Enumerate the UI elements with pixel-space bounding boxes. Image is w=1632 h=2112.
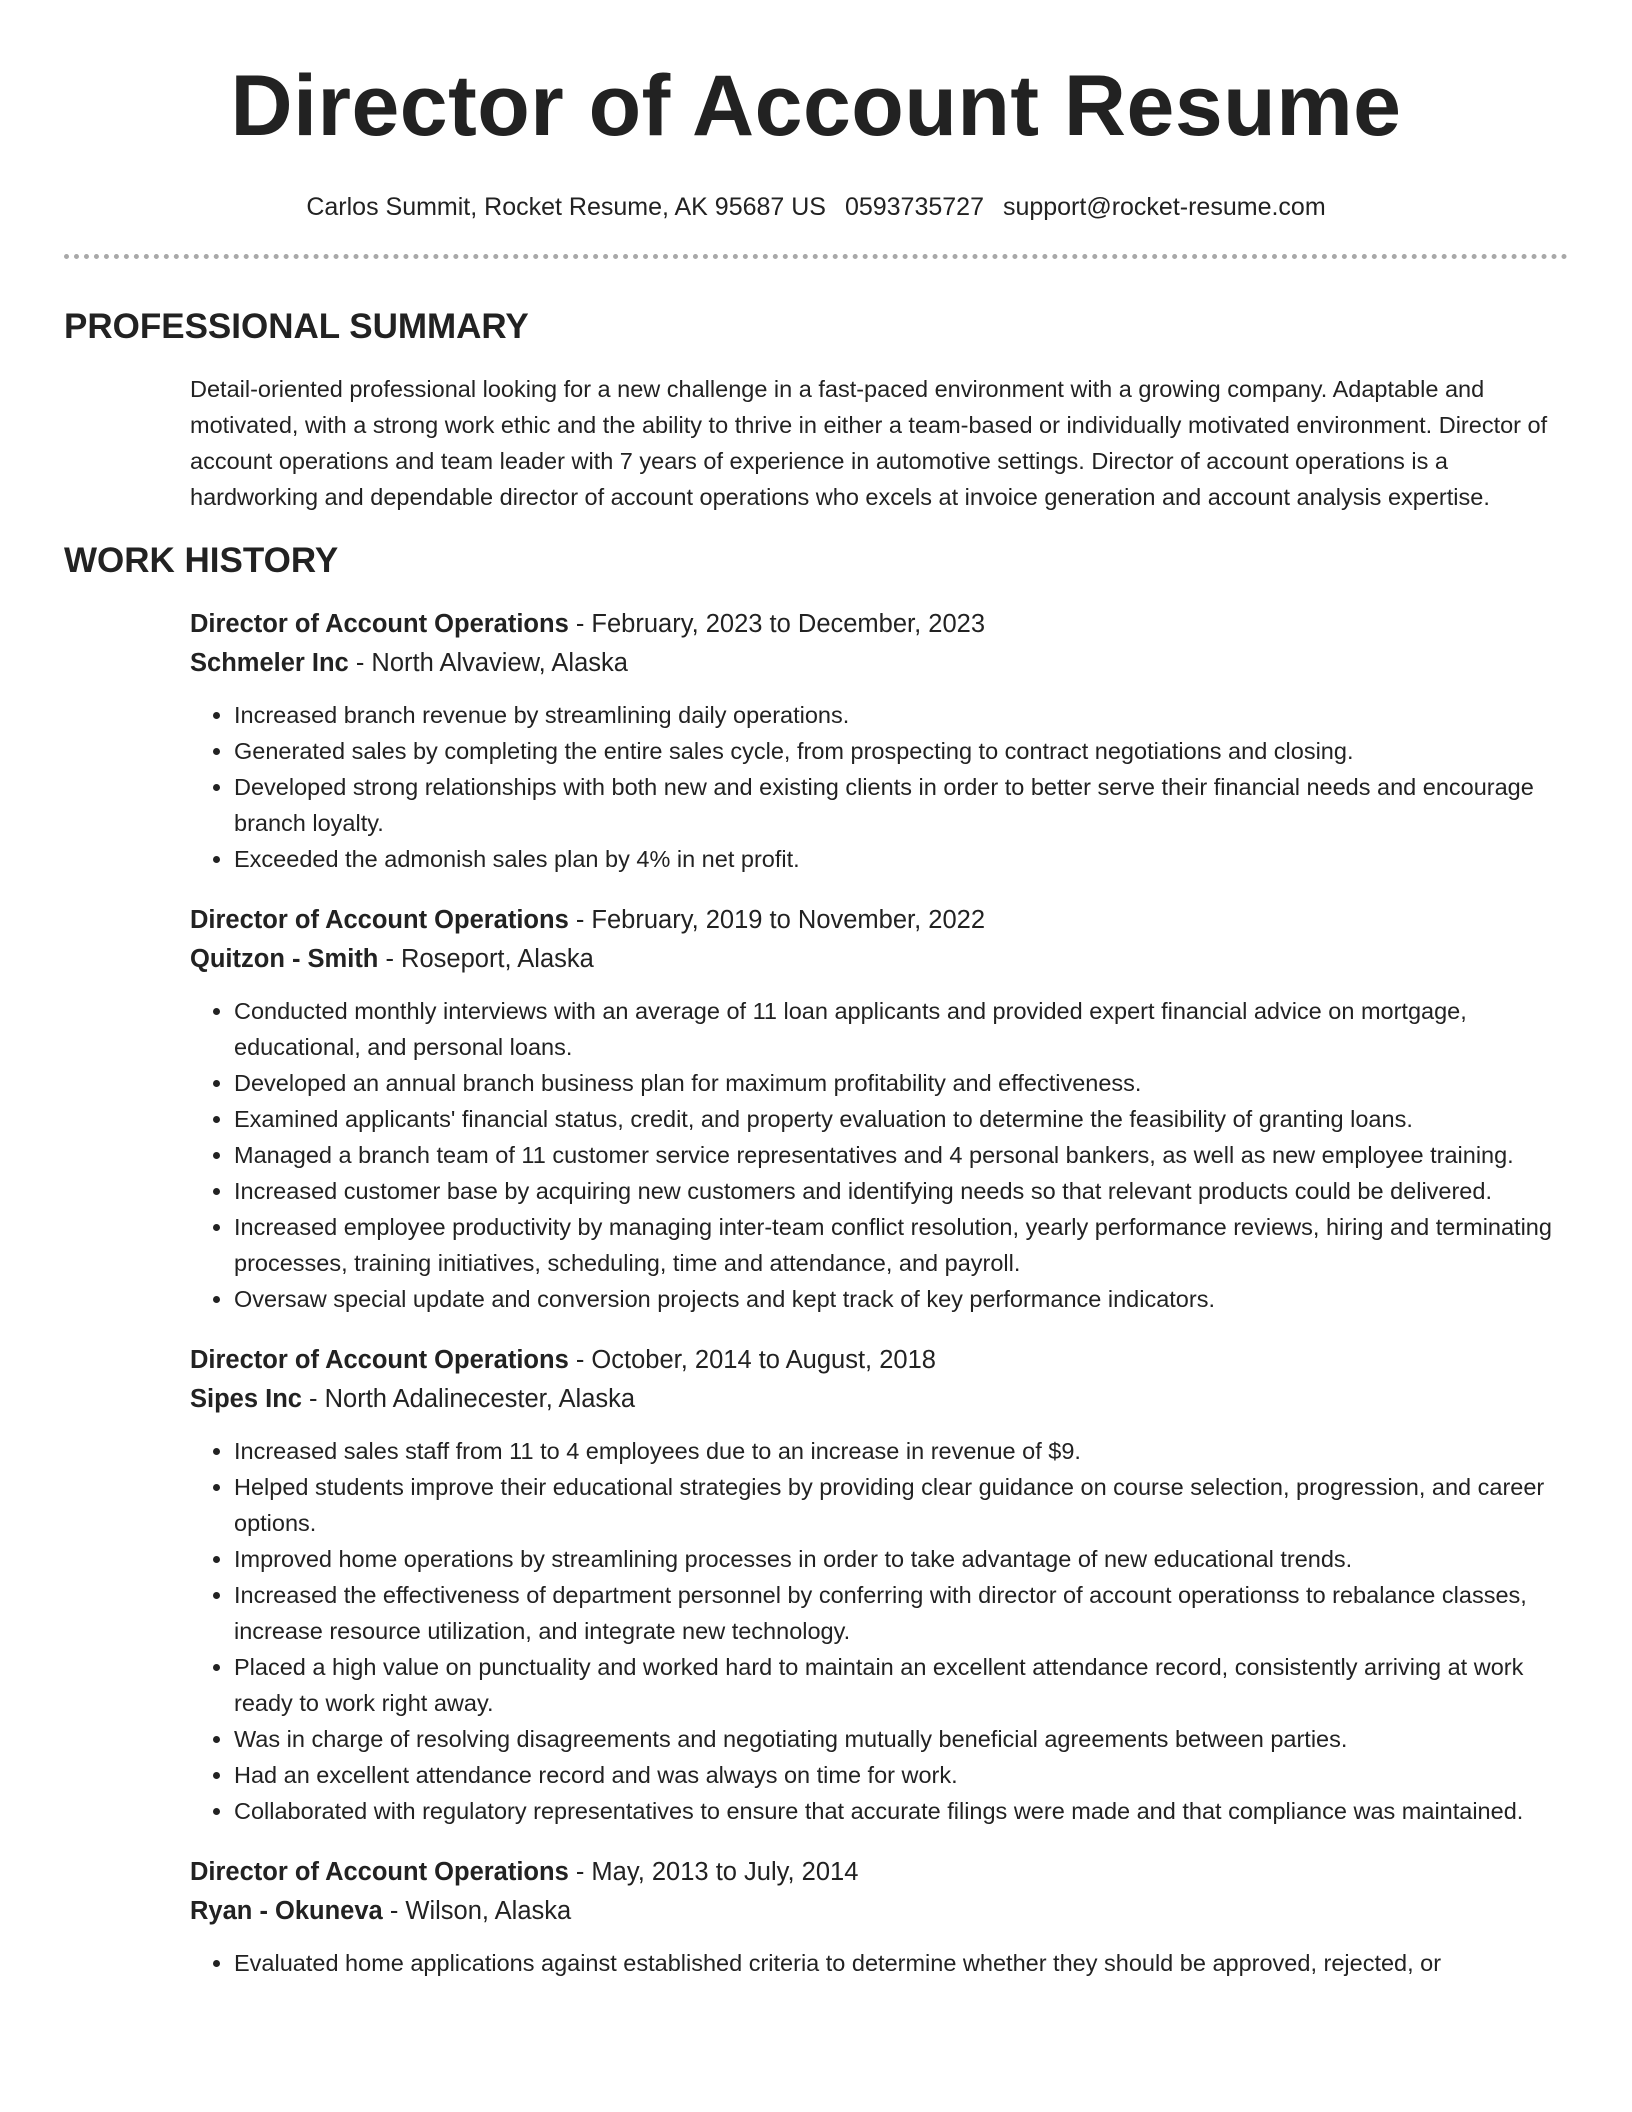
resume-title: Director of Account Resume <box>230 58 1402 154</box>
job-bullet: • Examined applicants' financial status, credit, and property evaluation to determine the feasibility of granting loans. <box>234 1101 1568 1137</box>
job-dates: - May, 2013 to July, 2014 <box>568 1858 859 1886</box>
job-bullet: • Increased branch revenue by streamlining daily operations. <box>234 697 1568 733</box>
job-bullets <box>190 697 1568 877</box>
job-company-line <box>190 644 1568 683</box>
job-title-line <box>190 1341 1568 1380</box>
job-bullet: • Managed a branch team of 11 customer service representatives and 4 personal bankers, as well as new employee training. <box>234 1137 1568 1173</box>
job-bullet: • Placed a high value on punctuality and worked hard to maintain an excellent attendance record, consistently arriving at work ready to work right away. <box>234 1649 1568 1721</box>
job-bullets <box>190 1945 1568 1981</box>
job-title: Director of Account Operations <box>190 610 569 638</box>
job-bullet: • Increased customer base by acquiring new customers and identifying needs so that relevant products could be delivered. <box>234 1173 1568 1209</box>
job-bullet: • Improved home operations by streamlining processes in order to take advantage of new educational trends. <box>234 1541 1568 1577</box>
job-company-line <box>190 1380 1568 1419</box>
job-company-line <box>190 940 1568 979</box>
contact-address: Carlos Summit, Rocket Resume, AK 95687 US <box>306 193 826 221</box>
job-bullet: • Generated sales by completing the entire sales cycle, from prospecting to contract negotiations and closing. <box>234 733 1568 769</box>
summary-text: Detail-oriented professional looking for a new challenge in a fast-paced environment with a growing company. Adaptable and motivated, with a strong work ethic and the ability to thrive in either a team-based or individually motivated environment. Director of account operations and team leader with 7 years of experience in automotive settings. Director of account operations is a hardworking and dependable director of account operations who excels at invoice generation and account analysis expertise. <box>190 376 1548 510</box>
job-company: Sipes Inc <box>190 1385 302 1413</box>
contact-phone: 0593735727 <box>844 193 984 221</box>
job-bullet: • Developed strong relationships with both new and existing clients in order to better serve their financial needs and encourage branch loyalty. <box>234 769 1568 841</box>
job-bullets <box>190 993 1568 1317</box>
job-title: Director of Account Operations <box>190 1858 569 1886</box>
job-bullet: • Was in charge of resolving disagreements and negotiating mutually beneficial agreements between parties. <box>234 1721 1568 1757</box>
header-divider <box>64 254 1568 259</box>
job-title: Director of Account Operations <box>190 906 569 934</box>
job-location: - Roseport, Alaska <box>378 945 594 973</box>
job-company: Quitzon - Smith <box>190 945 379 973</box>
job-dates: - October, 2014 to August, 2018 <box>568 1346 936 1374</box>
job-entry <box>190 901 1568 1317</box>
job-company: Ryan - Okuneva <box>190 1897 383 1925</box>
contact-line <box>0 190 1632 224</box>
job-bullet: • Conducted monthly interviews with an average of 11 loan applicants and provided expert financial advice on mortgage, educational, and personal loans. <box>234 993 1568 1065</box>
summary-heading: PROFESSIONAL SUMMARY <box>64 307 529 346</box>
job-entry <box>190 1853 1568 1981</box>
job-company-line <box>190 1892 1568 1931</box>
job-title: Director of Account Operations <box>190 1346 569 1374</box>
work-section <box>0 539 1632 1981</box>
job-dates: - February, 2023 to December, 2023 <box>568 610 986 638</box>
job-title-line <box>190 1853 1568 1892</box>
job-bullet: • Collaborated with regulatory representatives to ensure that accurate filings were made and that compliance was maintained. <box>234 1793 1568 1829</box>
job-bullet: • Oversaw special update and conversion projects and kept track of key performance indicators. <box>234 1281 1568 1317</box>
job-bullet: • Increased sales staff from 11 to 4 employees due to an increase in revenue of $9. <box>234 1433 1568 1469</box>
job-dates: - February, 2019 to November, 2022 <box>568 906 986 934</box>
summary-section <box>0 305 1632 515</box>
job-bullet: • Developed an annual branch business plan for maximum profitability and effectiveness. <box>234 1065 1568 1101</box>
job-bullet: • Had an excellent attendance record and was always on time for work. <box>234 1757 1568 1793</box>
work-heading: WORK HISTORY <box>64 541 339 580</box>
job-title-line <box>190 605 1568 644</box>
job-bullet: • Evaluated home applications against established criteria to determine whether they should be approved, rejected, or <box>234 1945 1568 1981</box>
job-bullet: • Exceeded the admonish sales plan by 4% in net profit. <box>234 841 1568 877</box>
job-bullet: • Increased the effectiveness of department personnel by conferring with director of account operationss to rebalance classes, increase resource utilization, and integrate new technology. <box>234 1577 1568 1649</box>
resume-header <box>0 0 1632 224</box>
job-location: - North Adalinecester, Alaska <box>301 1385 636 1413</box>
job-location: - Wilson, Alaska <box>382 1897 572 1925</box>
contact-email: support@rocket-resume.com <box>1002 193 1326 221</box>
job-entry <box>190 605 1568 877</box>
job-bullets <box>190 1433 1568 1829</box>
job-company: Schmeler Inc <box>190 649 349 677</box>
job-title-line <box>190 901 1568 940</box>
job-bullet: • Increased employee productivity by managing inter-team conflict resolution, yearly performance reviews, hiring and terminating processes, training initiatives, scheduling, time and attendance, and payroll. <box>234 1209 1568 1281</box>
job-location: - North Alvaview, Alaska <box>348 649 628 677</box>
job-bullet: • Helped students improve their educational strategies by providing clear guidance on course selection, progression, and career options. <box>234 1469 1568 1541</box>
job-entry <box>190 1341 1568 1829</box>
